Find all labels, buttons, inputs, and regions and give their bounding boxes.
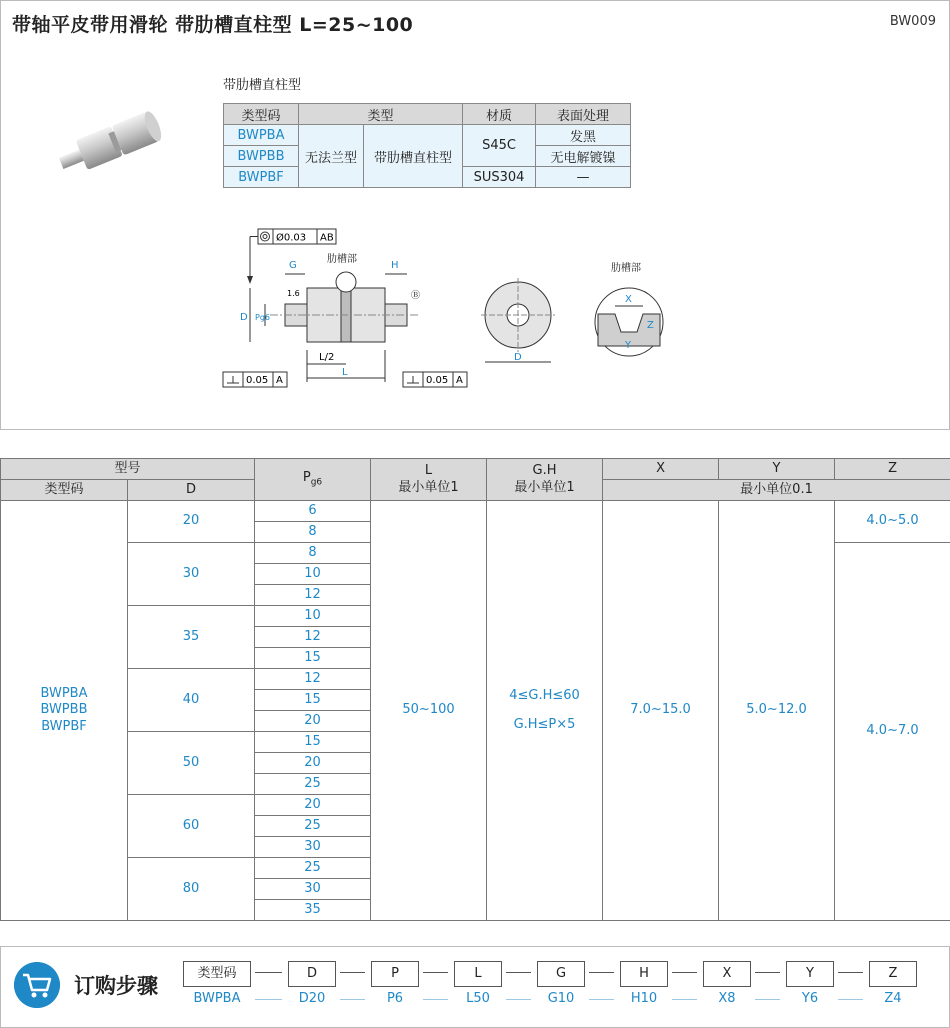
p-value: 8 [255, 543, 371, 564]
material: SUS304 [463, 167, 536, 188]
p-value: 12 [255, 627, 371, 648]
header-xyz-unit: 最小单位0.1 [603, 480, 950, 501]
label-P: Pg6 [255, 313, 270, 322]
label-D-end: D [514, 352, 522, 363]
type-code: BWPBB [224, 146, 299, 167]
order-connector [672, 972, 697, 973]
spec-header: 表面处理 [536, 104, 631, 125]
d-value: 20 [128, 501, 255, 543]
flatness-left-value: 0.05 [246, 375, 269, 386]
z-value-first: 4.0~5.0 [835, 501, 950, 543]
gh-value [487, 501, 603, 921]
header-D: D [128, 480, 255, 501]
type-code: BWPBF [41, 718, 87, 734]
order-value-8: Z4 [884, 991, 902, 1006]
order-value-3: L50 [466, 991, 490, 1006]
header-X: X [603, 459, 719, 480]
order-title: 订购步骤 [74, 974, 158, 998]
order-connector [255, 972, 282, 973]
subtitle: 带肋槽直柱型 [223, 78, 302, 93]
gh-value-text: 4≤G.H≤60 [509, 688, 580, 704]
l-value [371, 501, 487, 921]
order-connector [755, 972, 780, 973]
datum-B: Ⓑ [411, 291, 421, 301]
type-flange: 无法兰型 [299, 125, 364, 188]
label-G: G [289, 260, 297, 271]
flatness-right-ref: A [456, 375, 463, 386]
d-value: 60 [128, 795, 255, 858]
label-Z: Z [647, 320, 654, 331]
order-value-connector [672, 999, 697, 1000]
page-title: 带轴平皮带用滑轮 带肋槽直柱型 L=25~100 [12, 14, 414, 36]
order-value-6: X8 [718, 991, 736, 1006]
header-model: 型号 [1, 459, 255, 480]
order-connector [423, 972, 448, 973]
label-Y: Y [625, 340, 632, 351]
order-value-0: BWPBA [193, 991, 241, 1006]
order-value-1: D20 [298, 991, 326, 1006]
order-field-8: Z [869, 961, 917, 987]
x-value [603, 501, 719, 921]
type-code: BWPBB [40, 702, 88, 718]
p-value: 10 [255, 564, 371, 585]
order-value-connector [340, 999, 365, 1000]
y-value [719, 501, 835, 921]
order-connector [506, 972, 531, 973]
p-value: 15 [255, 690, 371, 711]
p-value: 35 [255, 900, 371, 921]
label-H: H [391, 260, 399, 271]
type-code: BWPBA [224, 125, 299, 146]
p-value: 12 [255, 585, 371, 606]
type-rib: 带肋槽直柱型 [364, 125, 463, 188]
spec-header: 材质 [463, 104, 536, 125]
order-field-7: Y [786, 961, 834, 987]
flatness-right-value: 0.05 [426, 375, 449, 386]
header-GH: G.H 最小单位1 [487, 459, 603, 501]
order-value-connector [255, 999, 282, 1000]
surface: — [536, 167, 631, 188]
z-value-rest: 4.0~7.0 [835, 543, 950, 921]
surface-roughness: 1.6 [287, 289, 300, 298]
header-Z: Z [835, 459, 950, 480]
spec-header: 类型 [299, 104, 463, 125]
header-Y: Y [719, 459, 835, 480]
l-value-text: 50~100 [402, 702, 455, 718]
p-value: 15 [255, 732, 371, 753]
header-code: 类型码 [1, 480, 128, 501]
order-value-5: H10 [630, 991, 658, 1006]
p-value: 8 [255, 522, 371, 543]
label-L2: L/2 [319, 352, 335, 363]
order-field-6: X [703, 961, 751, 987]
order-field-0: 类型码 [183, 961, 251, 987]
material: S45C [463, 125, 536, 167]
order-value-7: Y6 [801, 991, 819, 1006]
order-connector [340, 972, 365, 973]
type-code: BWPBA [40, 686, 88, 702]
p-value: 20 [255, 795, 371, 816]
label-rib: 肋槽部 [327, 254, 357, 265]
p-value: 12 [255, 669, 371, 690]
order-value-connector [506, 999, 531, 1000]
type-code: BWPBF [224, 167, 299, 188]
type-codes-cell [1, 501, 128, 921]
order-value-connector [838, 999, 863, 1000]
order-field-2: P [371, 961, 419, 987]
order-value-2: P6 [386, 991, 404, 1006]
p-value: 10 [255, 606, 371, 627]
technical-drawing [215, 222, 675, 398]
label-D: D [240, 312, 248, 323]
spec-header: 类型码 [224, 104, 299, 125]
p-value: 30 [255, 879, 371, 900]
x-value-text: 7.0~15.0 [630, 702, 691, 718]
header-P: $P_{g6}$ [255, 459, 371, 501]
d-value: 30 [128, 543, 255, 606]
flatness-left-ref: A [276, 375, 283, 386]
product-code: BW009 [889, 14, 936, 29]
y-value-text: 5.0~12.0 [746, 702, 807, 718]
p-value: 20 [255, 753, 371, 774]
order-connector [838, 972, 863, 973]
dimension-table [0, 458, 950, 921]
order-value-connector [589, 999, 614, 1000]
d-value: 40 [128, 669, 255, 732]
tolerance-value: Ø0.03 [276, 232, 307, 244]
surface: 无电解镀镍 [536, 146, 631, 167]
tolerance-ref: AB [320, 232, 334, 244]
d-value: 80 [128, 858, 255, 921]
p-value: 15 [255, 648, 371, 669]
order-value-connector [755, 999, 780, 1000]
order-field-1: D [288, 961, 336, 987]
gh-value-text: G.H≤P×5 [513, 716, 576, 732]
p-value: 6 [255, 501, 371, 522]
order-field-4: G [537, 961, 585, 987]
order-value-4: G10 [547, 991, 575, 1006]
p-value: 20 [255, 711, 371, 732]
surface: 发黑 [536, 125, 631, 146]
order-connector [589, 972, 614, 973]
label-X: X [625, 294, 632, 305]
p-value: 25 [255, 774, 371, 795]
d-value: 50 [128, 732, 255, 795]
label-L: L [342, 367, 348, 378]
order-value-connector [423, 999, 448, 1000]
order-field-5: H [620, 961, 668, 987]
label-rib-detail: 肋槽部 [611, 263, 641, 274]
d-value: 35 [128, 606, 255, 669]
p-value: 25 [255, 816, 371, 837]
product-image [52, 108, 167, 178]
spec-table [223, 103, 631, 188]
header-L: L 最小单位1 [371, 459, 487, 501]
cart-icon [14, 962, 60, 1008]
p-value: 30 [255, 837, 371, 858]
p-value: 25 [255, 858, 371, 879]
order-field-3: L [454, 961, 502, 987]
